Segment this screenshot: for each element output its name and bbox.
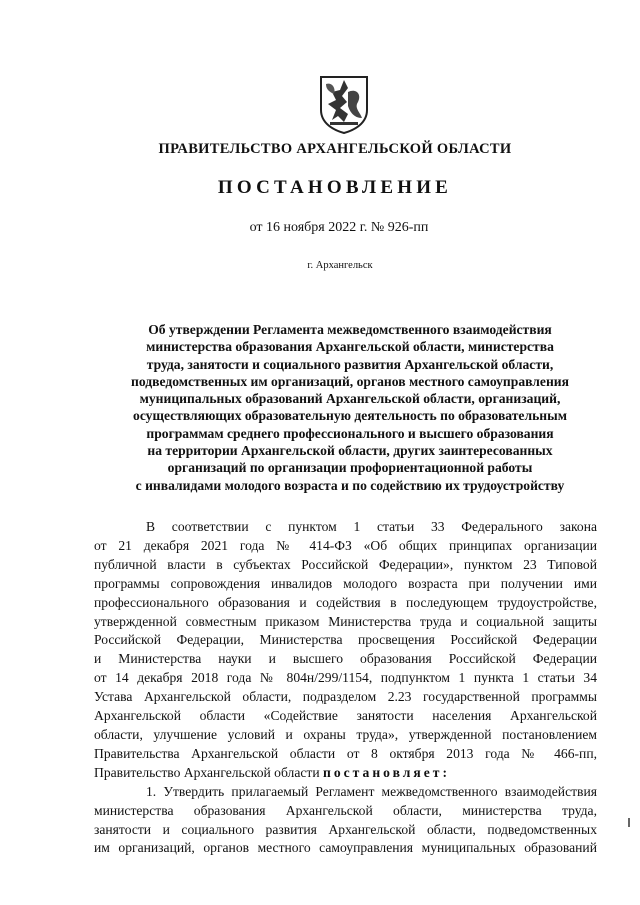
decree-resolution-line xyxy=(94,764,597,783)
item-line: им организаций, органов местного самоуправления муниципальных образований xyxy=(94,840,597,856)
title-line: труда, занятости и социального развития Архангельской области, xyxy=(146,356,554,372)
body-line: утвержденной совместным приказом Министерства труда и социальной защиты xyxy=(94,613,597,629)
body-line: В соответствии с пунктом 1 статьи 33 Федерального закона xyxy=(146,519,597,534)
title-line: на территории Архангельской области, других заинтересованных xyxy=(147,443,553,459)
title-line: организаций по организации профориентационной работы xyxy=(167,460,533,476)
government-name: ПРАВИТЕЛЬСТВО АРХАНГЕЛЬСКОЙ ОБЛАСТИ xyxy=(158,141,512,157)
body-line: области, улучшение условий и охраны труда», утвержденной постановлением xyxy=(94,726,597,742)
body-line: программы сопровождения инвалидов молодого возраста при получении ими xyxy=(94,575,597,591)
title-line: осуществляющих образовательную деятельность по образовательным xyxy=(133,408,567,424)
item-line: 1. Утвердить прилагаемый Регламент межведомственного взаимодействия xyxy=(146,783,597,799)
decree-title xyxy=(100,321,600,494)
city: г. Архангельск xyxy=(307,260,373,271)
body-line: профессионального образования и содействия в последующем трудоустройстве, xyxy=(94,594,597,610)
item-line: занятости и социального развития Архангельской области, подведомственных xyxy=(94,821,597,837)
body-line: от 21 декабря 2021 года № 414-ФЗ «Об общих принципах организации xyxy=(94,537,597,553)
document-type: ПОСТАНОВЛЕНИЕ xyxy=(217,177,453,198)
body-line: Архангельской области «Содействие занятости населения Архангельской xyxy=(94,708,597,724)
body-line: Правительства Архангельской области от 8 октября 2013 года № 466-пп, xyxy=(94,745,597,761)
body-line: Устава Архангельской области, подразделом 2.23 государственной программы xyxy=(94,689,597,705)
decree-colon: : xyxy=(442,764,450,780)
title-line: министерства образования Архангельской области, министерства xyxy=(146,339,554,355)
arkhangelsk-coat-of-arms-icon xyxy=(318,74,370,134)
title-line: подведомственных им организаций, органов местного самоуправления xyxy=(131,373,569,389)
decree-line-prefix: Правительство Архангельской области xyxy=(94,764,324,780)
title-line: Об утверждении Регламента межведомственного взаимодействия xyxy=(148,322,552,337)
decree-body xyxy=(94,518,597,858)
title-line: муниципальных образований Архангельской области, организаций, xyxy=(139,391,561,407)
body-line: от 14 декабря 2018 года № 804н/299/1154, подпунктом 1 пункта 1 статьи 34 xyxy=(94,670,597,686)
decree-word: постановляет xyxy=(323,764,443,780)
body-line: Российской Федерации, Министерства просвещения Российской Федерации xyxy=(94,632,597,648)
title-line: программам среднего профессионального и высшего образования xyxy=(146,425,554,441)
item-line: министерства образования Архангельской области, министерства труда, xyxy=(94,802,597,818)
date-and-number: от 16 ноября 2022 г. № 926-пп xyxy=(249,220,429,235)
margin-mark xyxy=(628,818,630,827)
body-line: публичной власти в субъектах Российской Федерации», пунктом 23 Типовой xyxy=(94,556,597,572)
body-line: и Министерства науки и высшего образования Российской Федерации xyxy=(94,651,597,667)
title-line: с инвалидами молодого возраста и по содействию их трудоустройству xyxy=(135,477,565,493)
